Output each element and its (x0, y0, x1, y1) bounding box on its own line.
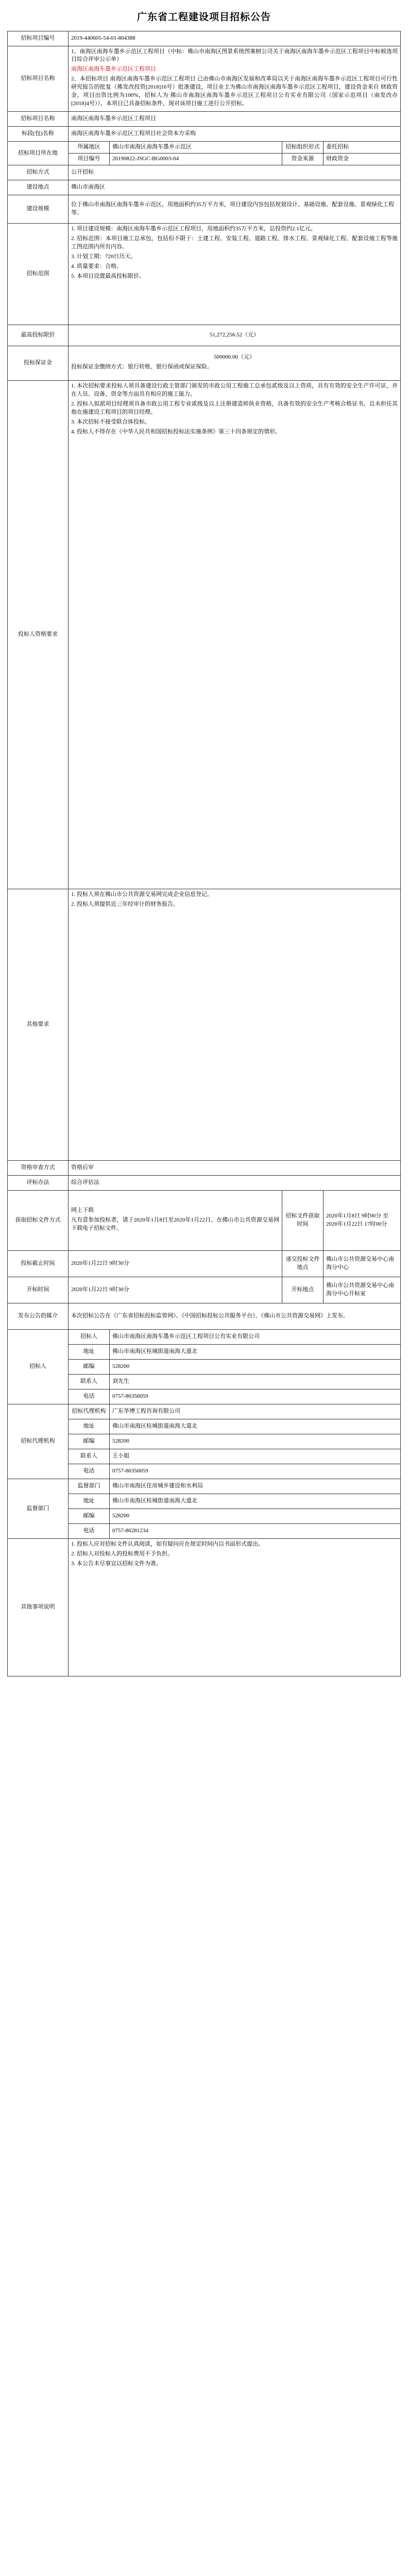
row-price (8, 325, 401, 346)
row-tenderer (8, 1329, 401, 1344)
value-invite: 委托招标 (323, 142, 400, 154)
label-doc-time: 招标文件获取时间 (282, 1190, 323, 1250)
label-eval: 评标办法 (8, 1175, 69, 1190)
row-section-name (8, 127, 401, 142)
label-agent-addr: 地址 (69, 1419, 110, 1434)
label-tenderer-zip: 邮编 (69, 1359, 110, 1374)
value-tenderer-contact: 刘先生 (110, 1374, 401, 1389)
value-cert: 财政资金 (323, 154, 400, 165)
label-invite: 招标组织形式 (282, 142, 323, 154)
row-scope (8, 223, 401, 325)
label-supervise: 监督部门 (8, 1479, 69, 1538)
label-other: 其他要求 (8, 889, 69, 1160)
value-agent-contact: 王小姐 (110, 1449, 401, 1464)
label-region: 所属地区 (69, 142, 110, 154)
label-contract: 招标项目所在地 (8, 142, 69, 165)
value-agent-phone: 0757-86356059 (110, 1464, 401, 1479)
row-other (8, 889, 401, 1160)
label-tenderer: 招标人 (8, 1329, 69, 1404)
value-scope (69, 223, 401, 325)
value-tenderer-zip: 528200 (110, 1359, 401, 1374)
row-deadline (8, 1250, 401, 1277)
value-tenderer-name: 佛山市南海区南海车墨乡示范区工程项目公有实业有限公司 (110, 1329, 401, 1344)
value-tenderer-addr: 佛山市南海区桂城街道南海大道北 (110, 1344, 401, 1359)
label-bidder: 投标人资格要求 (8, 380, 69, 889)
scope-item: 4. 质量要求：合格。 (71, 263, 122, 269)
value-open: 2020年1月22日 9时30分 (69, 1277, 282, 1303)
row-address (8, 180, 401, 195)
value-supervise-phone: 0757-86281234 (110, 1523, 401, 1538)
row-contract (8, 142, 401, 154)
announcement-page (7, 0, 401, 1687)
row-supervise (8, 1479, 401, 1494)
value-supervise-addr: 佛山市南海区桂城街道南海大道北 (110, 1494, 401, 1509)
row-scale (8, 195, 401, 223)
label-section-name: 标段(包)名称 (8, 127, 69, 142)
row-bond (8, 346, 401, 380)
value-bond (69, 346, 401, 380)
value-open-place: 佛山市公共资源交易中心南海分中心开标室 (323, 1277, 400, 1303)
label-supervise-zip: 邮编 (69, 1509, 110, 1523)
label-agent-phone: 电话 (69, 1464, 110, 1479)
label-code: 项目编号 (69, 154, 110, 165)
value-deadline: 2020年1月22日 9时30分 (69, 1250, 282, 1277)
value-org-name: 南海区南海车墨乡示范区工程项目 (69, 112, 401, 127)
value-notice (69, 1538, 401, 1676)
row-org-name (8, 112, 401, 127)
value-agent-name: 广东华博工程咨询有限公司 (110, 1404, 401, 1419)
label-project-name: 招标项目名称 (8, 46, 69, 112)
scope-item: 5. 本项目设置最高投标限价。 (71, 273, 145, 279)
value-media: 本次招标公告在《广东省招标投标监管网》、《中国招标投标公共服务平台》、《佛山市公共资源交易网》上发布。 (69, 1303, 401, 1329)
bond-amount: 500000.00（元） (214, 354, 255, 361)
scope-item: 1. 项目建设规模：南海区南海车墨乡示范区工程项目，用地面积约35万平方米，总投资约2.1亿元。 (71, 225, 316, 232)
notice-item: 1. 投标人应对招标文件认真阅读，如有疑问应在规定时间内以书面形式提出。 (71, 1540, 264, 1547)
label-tenderer-contact: 联系人 (69, 1374, 110, 1389)
label-agent: 招标代理机构 (8, 1404, 69, 1479)
label-doc-get: 获取招标文件方式 (8, 1190, 69, 1250)
label-agent-name: 招标代理机构 (69, 1404, 110, 1419)
value-qual: 资格后审 (69, 1160, 401, 1175)
value-project-code: 2019-440605-54-01-804388 (69, 31, 401, 46)
value-region: 佛山市南海区南海车墨乡示范区 (110, 142, 282, 154)
project-name-red: 南海区南海车墨乡示范区工程项目 (71, 66, 156, 73)
label-media: 发布公告的媒介 (8, 1303, 69, 1329)
value-address: 佛山市南海区 (69, 180, 401, 195)
label-supervise-name: 监督部门 (69, 1479, 110, 1494)
label-submit: 递交投标文件地点 (282, 1250, 323, 1277)
label-agent-contact: 联系人 (69, 1449, 110, 1464)
label-address: 建设地点 (8, 180, 69, 195)
row-bidder (8, 380, 401, 889)
label-bond: 投标保证金 (8, 346, 69, 380)
row-eval (8, 1175, 401, 1190)
row-project-code (8, 31, 401, 46)
row-media (8, 1303, 401, 1329)
bidder-item: 3. 本次招标不接受联合体投标。 (71, 418, 150, 425)
label-price: 最高投标限价 (8, 325, 69, 346)
label-supervise-addr: 地址 (69, 1494, 110, 1509)
value-code: 20190822-JSGC-BG0003-04 (110, 154, 282, 165)
value-section-name: 南海区南海车墨乡示范区工程项目社会资本方采购 (69, 127, 401, 142)
notice-item: 3. 本公告未尽事宜以招标文件为准。 (71, 1560, 162, 1567)
value-agent-addr: 佛山市南海区桂城街道南海大道北 (110, 1419, 401, 1434)
label-cert: 资金来源 (282, 154, 323, 165)
scope-item: 2. 招标范围：本项目施工总承包，包括但不限于：土建工程、安装工程、道路工程、排水工程、景观绿化工程、配套设施工程等施工图范围内所有内容。 (71, 235, 398, 250)
value-supervise-zip: 528200 (110, 1509, 401, 1523)
label-qual: 资格审查方式 (8, 1160, 69, 1175)
label-org-name: 招标项目名称 (8, 112, 69, 127)
label-supervise-phone: 电话 (69, 1523, 110, 1538)
bidder-item: 2. 投标人拟派项目经理须具备市政公用工程专业贰级及以上注册建造师执业资格，具备有效的安全生产考核合格证书，且未担任其他在施建设工程项目的项目经理。 (71, 400, 398, 415)
label-open: 开标时间 (8, 1277, 69, 1303)
doc-get-method: 网上下载 (71, 1207, 94, 1214)
label-publish: 招标方式 (8, 165, 69, 180)
value-doc-time: 2020年1月8日 9时00分 至 2020年1月22日 17时00分 (323, 1190, 400, 1250)
row-agent (8, 1404, 401, 1419)
other-item: 1. 投标人须在佛山市公共资源交易网完成企业信息登记。 (71, 891, 213, 897)
label-open-place: 开标地点 (282, 1277, 323, 1303)
value-project-name (69, 46, 401, 112)
label-scale: 建设规模 (8, 195, 69, 223)
label-tenderer-phone: 电话 (69, 1389, 110, 1404)
value-eval: 综合评估法 (69, 1175, 401, 1190)
value-bidder (69, 380, 401, 889)
value-tenderer-phone: 0757-86356059 (110, 1389, 401, 1404)
project-name-post: 2、本招标项目 南海区南海车墨乡示范区工程项目 已由佛山市南海区发展和改革局以关于南海区南海车墨乡示范区工程项目可行性研究报告的批复（佛发改投资[2018]16号）批准建设，项目业主为佛山市南海区南海车墨乡示范区工程项目，建设资金来自 财政资金，项目出资比例为100%，招标人为 佛山市南海区南海车墨乡示范区工程项目公有实业有限公司（国家示范项目（南发改办[2018]4号）），本项目已具备招标条件，现对该项目施工进行公开招标。 (71, 76, 398, 107)
row-project-name (8, 46, 401, 112)
label-deadline: 投标截止时间 (8, 1250, 69, 1277)
label-agent-zip: 邮编 (69, 1434, 110, 1449)
value-publish: 公开招标 (69, 165, 401, 180)
bidder-item: 1. 本次招标要求投标人须具备建设行政主管部门颁发的市政公用工程施工总承包贰级及以上资质，具有有效的安全生产许可证，并在人员、设备、资金等方面具有相应的施工能力。 (71, 382, 398, 397)
label-tenderer-addr: 地址 (69, 1344, 110, 1359)
row-open (8, 1277, 401, 1303)
value-price: 51,272,256.52（元） (69, 325, 401, 346)
label-project-code: 招标项目编号 (8, 31, 69, 46)
bidder-item: 4. 投标人不得存在《中华人民共和国招标投标法实施条例》第三十四条规定的情形。 (71, 428, 281, 435)
row-doc-get (8, 1190, 401, 1250)
label-scope: 招标范围 (8, 223, 69, 325)
doc-get-note: 凡有意参加投标者，请于2020年1月8日至2020年1月22日，在佛山市公共资源交易网下载电子招标文件。 (71, 1217, 279, 1231)
row-notice (8, 1538, 401, 1676)
bond-note: 投标保证金缴纳方式：银行转账、银行保函或保证保险。 (71, 363, 213, 370)
value-doc-get (69, 1190, 282, 1250)
value-supervise-name: 佛山市南海区住房城乡建设和水利局 (110, 1479, 401, 1494)
other-item: 2. 投标人须提供近三年经审计的财务报告。 (71, 901, 179, 907)
value-other (69, 889, 401, 1160)
value-agent-zip: 528200 (110, 1434, 401, 1449)
scope-item: 3. 计划工期：720日历天。 (71, 253, 137, 260)
row-publish (8, 165, 401, 180)
announcement-table (7, 31, 401, 1676)
notice-item: 2. 招标人对投标人的投标费用不予负担。 (71, 1550, 173, 1557)
label-tenderer-name: 招标人 (69, 1329, 110, 1344)
value-submit: 佛山市公共资源交易中心南海分中心 (323, 1250, 400, 1277)
project-name-pre: 1、南海区南海车墨乡示范区工程项目（中标：佛山市南海区图景系统图案树公司关于南海区南海车墨乡示范区工程项目中标候选项目综合评审公示单） (71, 48, 398, 63)
label-notice: 其他事项说明 (8, 1538, 69, 1676)
page-title: 广东省工程建设项目招标公告 (137, 12, 271, 23)
value-scale: 位于佛山市南海区南海车墨乡示范区，用地面积约35万平方米，项目建设内容包括规划设计、基础设施、配套设施、景观绿化工程等。 (69, 195, 401, 223)
row-qual (8, 1160, 401, 1175)
